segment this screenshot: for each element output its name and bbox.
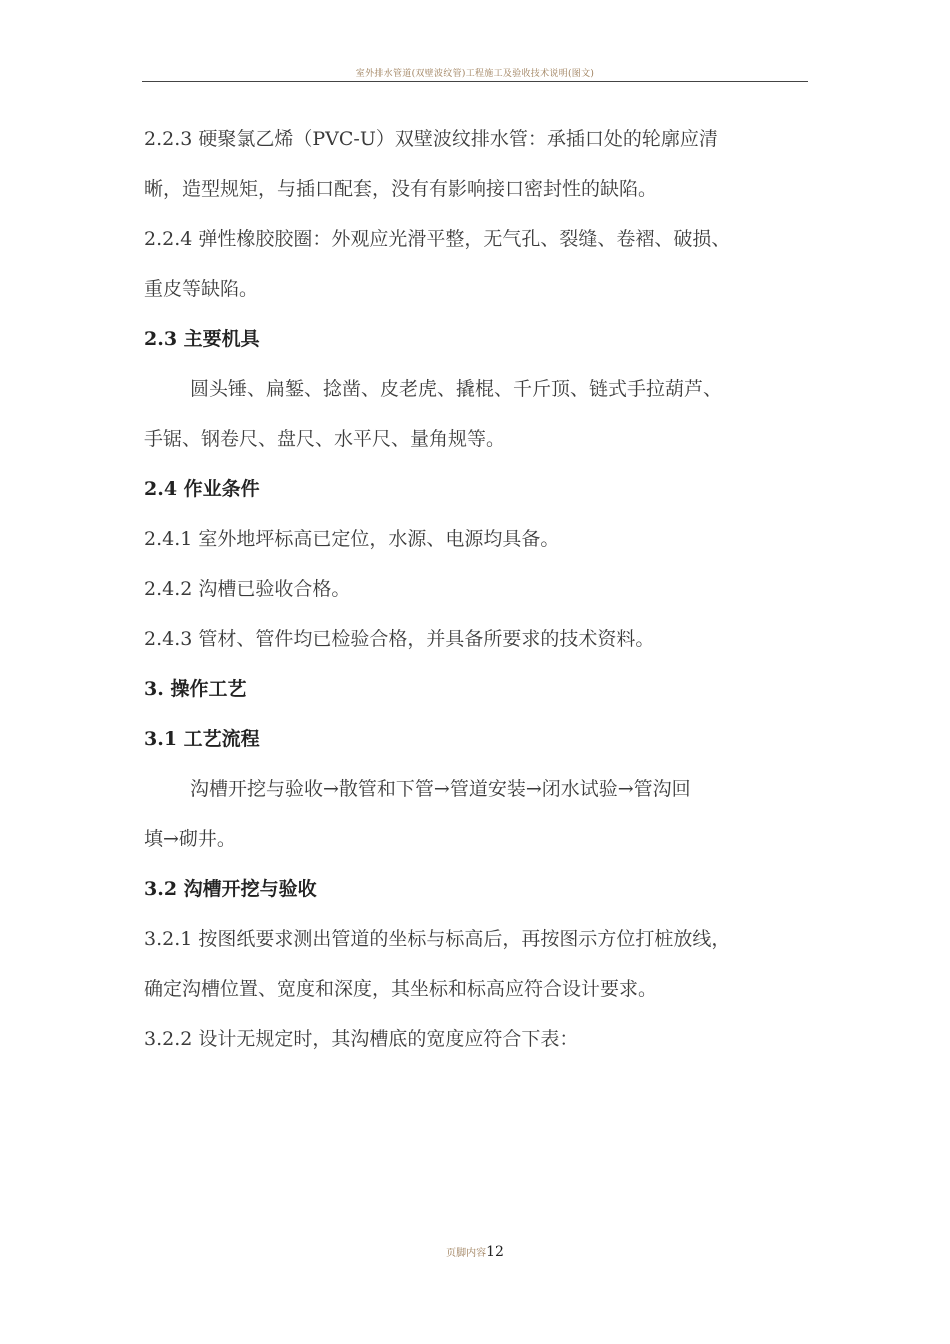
heading-3-1: 3.1 工艺流程 (144, 728, 260, 750)
paragraph-3-2-2: 3.2.2 设计无规定时，其沟槽底的宽度应符合下表： (144, 1028, 579, 1050)
paragraph-2-2-4-line-2: 重皮等缺陷。 (144, 278, 259, 300)
paragraph-2-4-3: 2.4.3 管材、管件均已检验合格，并具备所要求的技术资料。 (144, 628, 655, 650)
heading-2-4: 2.4 作业条件 (144, 478, 260, 500)
heading-2-3: 2.3 主要机具 (144, 328, 260, 350)
paragraph-3-2-1-line-2: 确定沟槽位置、宽度和深度，其坐标和标高应符合设计要求。 (144, 978, 658, 1000)
document-body (144, 114, 812, 1064)
paragraph-3-2-1-line-1: 3.2.1 按图纸要求测出管道的坐标与标高后，再按图示方位打桩放线， (144, 928, 731, 950)
paragraph-2-2-3-line-1: 2.2.3 硬聚氯乙烯（PVC-U）双壁波纹排水管：承插口处的轮廓应清 (144, 128, 718, 150)
heading-3: 3. 操作工艺 (144, 678, 247, 700)
page-number: 12 (486, 1244, 504, 1260)
paragraph-2-4-1: 2.4.1 室外地坪标高已定位，水源、电源均具备。 (144, 528, 560, 550)
page-footer (0, 1244, 950, 1260)
paragraph-2-2-3-line-2: 晰，造型规矩，与插口配套，没有有影响接口密封性的缺陷。 (144, 178, 658, 200)
paragraph-2-3-line-1: 圆头锤、扁錾、捻凿、皮老虎、撬棍、千斤顶、链式手拉葫芦、 (190, 378, 723, 400)
paragraph-3-1-line-1: 沟槽开挖与验收→散管和下管→管道安装→闭水试验→管沟回 (190, 778, 691, 800)
paragraph-3-1-line-2: 填→砌井。 (144, 828, 236, 850)
header-divider (142, 81, 808, 82)
page-header: 室外排水管道(双壁波纹管)工程施工及验收技术说明(图文) (355, 69, 595, 79)
paragraph-2-3-line-2: 手锯、钢卷尺、盘尺、水平尺、量角规等。 (144, 428, 506, 450)
footer-label: 页脚内容 (446, 1248, 487, 1259)
paragraph-2-4-2: 2.4.2 沟槽已验收合格。 (144, 578, 351, 600)
paragraph-2-2-4-line-1: 2.2.4 弹性橡胶胶圈：外观应光滑平整，无气孔、裂缝、卷褶、破损、 (144, 228, 731, 250)
heading-3-2: 3.2 沟槽开挖与验收 (144, 878, 317, 900)
